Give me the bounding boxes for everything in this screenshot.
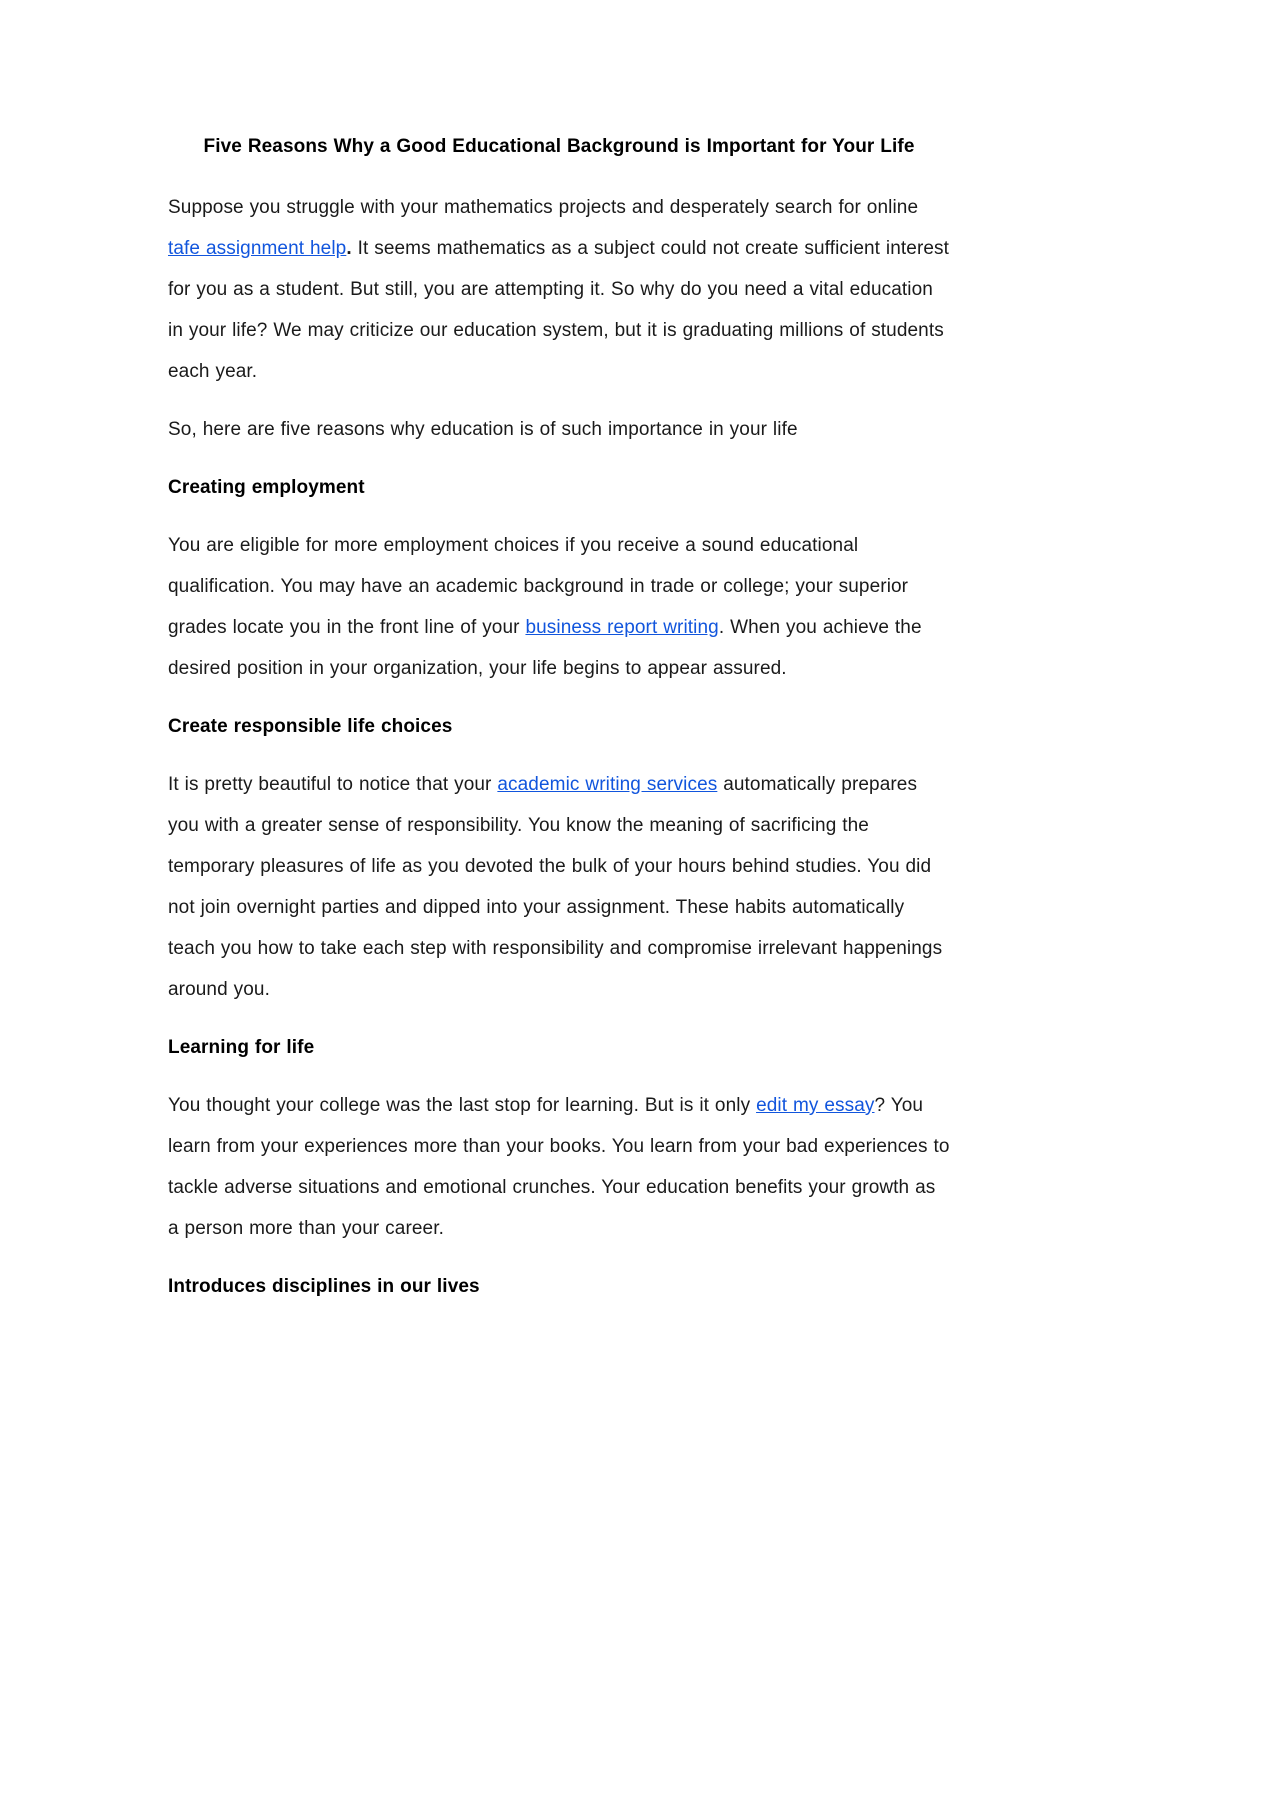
heading-learning-for-life: Learning for life <box>168 1037 315 1058</box>
learning-text-before-link: You thought your college was the last stop for learning. But is it only <box>168 1095 757 1116</box>
link-edit-my-essay[interactable]: edit my essay <box>756 1095 875 1116</box>
link-academic-writing-services[interactable]: academic writing services <box>497 774 718 795</box>
intro-bold-period: . <box>346 238 352 259</box>
learning-paragraph <box>168 1085 950 1249</box>
link-tafe-assignment-help[interactable]: tafe assignment help <box>168 238 347 259</box>
heading-creating-employment: Creating employment <box>168 477 365 498</box>
document-content <box>168 126 950 1307</box>
employment-paragraph <box>168 525 950 689</box>
employment-text-after-link: . When you achieve the desired position in your organization, your life begins to appear assured. <box>168 617 922 679</box>
intro-text-after-link: It seems mathematics as a subject could not create sufficient interest for you as a student. But still, you are attempting it. So why do you need a vital education in your life? We may criticize our education system, but it is graduating millions of students each year. <box>168 238 950 382</box>
learning-text-after-link: ? You learn from your experiences more than your books. You learn from your bad experiences to tackle adverse situations and emotional crunches. Your education benefits your growth as a person more than your career. <box>168 1095 950 1239</box>
heading-create-responsible-life-choices: Create responsible life choices <box>168 716 453 737</box>
document-title: Five Reasons Why a Good Educational Background is Important for Your Life <box>203 136 915 157</box>
lede-paragraph: So, here are five reasons why education is of such importance in your life <box>168 419 798 440</box>
intro-paragraph <box>168 187 950 392</box>
responsibility-text-before-link: It is pretty beautiful to notice that your <box>168 774 498 795</box>
responsibility-paragraph <box>168 764 950 1010</box>
responsibility-text-after-link: automatically prepares you with a greater sense of responsibility. You know the meaning of sacrificing the temporary pleasures of life as you devoted the bulk of your hours behind studies. You did not join overnight parties and dipped into your assignment. These habits automatically teach you how to take each step with responsibility and compromise irrelevant happenings around you. <box>168 774 943 1000</box>
intro-text-before-link: Suppose you struggle with your mathematics projects and desperately search for online <box>168 197 919 218</box>
employment-text-before-link: You are eligible for more employment choices if you receive a sound educational qualification. You may have an academic background in trade or college; your superior grades locate you in the front line of your <box>168 535 909 638</box>
link-business-report-writing[interactable]: business report writing <box>525 617 719 638</box>
heading-introduces-disciplines: Introduces disciplines in our lives <box>168 1276 480 1297</box>
